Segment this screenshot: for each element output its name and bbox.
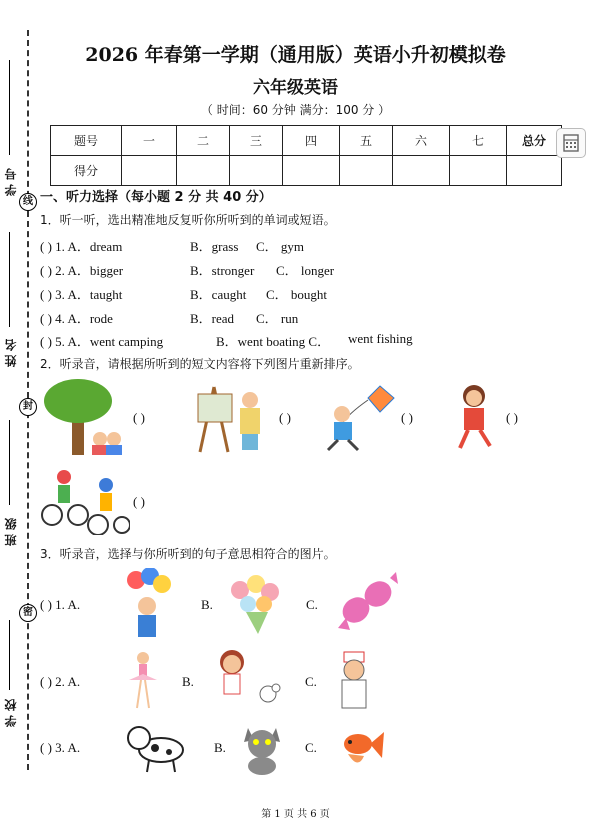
mi-seal: 密 <box>19 604 37 622</box>
nurse-picture <box>334 650 374 710</box>
score-table <box>50 125 562 186</box>
score-table-score-row <box>51 156 562 186</box>
q1-item-5-b: B．went boating C． <box>216 334 331 349</box>
q3-row-2-b: B. <box>182 674 194 689</box>
q3-row-2-a: ( ) 2. A. <box>40 674 81 689</box>
score-header-cell: 七 <box>450 126 507 156</box>
q1-item-1-a: ( ) 1. A．dream <box>40 239 123 254</box>
tree-reading-picture <box>40 377 128 457</box>
goldfish-picture <box>334 720 388 774</box>
q2-blank-2[interactable]: ( ) <box>279 410 291 425</box>
girl-with-pet-picture <box>204 646 286 712</box>
xuexiao-fill-line <box>9 620 10 690</box>
feng-seal: 封 <box>19 398 37 416</box>
q1-item-3-b: B．caught <box>190 287 247 302</box>
q1-item-3-a: ( ) 3. A．taught <box>40 287 123 302</box>
score-cell[interactable] <box>450 156 507 186</box>
page-footer: 第 1 页 共 6 页 <box>261 809 330 820</box>
score-header-cell: 五 <box>340 126 393 156</box>
score-cell[interactable] <box>122 156 177 186</box>
q2-blank-4[interactable]: ( ) <box>506 410 518 425</box>
q1-item-4-a: ( ) 4. A．rode <box>40 311 113 326</box>
q3-row-3-c: C. <box>305 740 317 755</box>
score-header-cell: 二 <box>177 126 230 156</box>
score-header-cell: 六 <box>393 126 450 156</box>
score-cell[interactable] <box>177 156 230 186</box>
q3-row-1-c: C. <box>306 597 318 612</box>
exam-info: （ 时间：60 分钟 满分：100 分 ） <box>200 103 391 117</box>
banji-label: 班 级 <box>4 517 18 547</box>
q1-item-2-c: C． longer <box>276 263 335 278</box>
q1-item-1-b: B．grass <box>190 239 239 254</box>
q1-item-1-c: C． gym <box>256 239 305 254</box>
q3-row-3-a: ( ) 3. A. <box>40 740 81 755</box>
q1-item-5-c: went fishing <box>348 331 413 346</box>
cycling-kids-picture <box>40 463 130 535</box>
q2-blank-3[interactable]: ( ) <box>401 410 413 425</box>
q3-prompt: 3．听录音，选择与你所听到的句子意思相符合的图片。 <box>40 547 336 561</box>
q3-row-1-a: ( ) 1. A. <box>40 597 81 612</box>
cat-picture <box>236 718 290 776</box>
xingming-fill-line <box>9 232 10 327</box>
q2-blank-1[interactable]: ( ) <box>133 410 145 425</box>
score-cell[interactable] <box>507 156 562 186</box>
q1-item-2-a: ( ) 2. A．bigger <box>40 263 124 278</box>
q1-item-4-c: C． run <box>256 311 299 326</box>
balloon-clown-picture <box>122 568 172 640</box>
score-header-cell: 三 <box>230 126 283 156</box>
score-header-cell: 四 <box>283 126 340 156</box>
banji-fill-line <box>9 420 10 505</box>
xian-seal: 线 <box>19 193 37 211</box>
kite-flying-picture <box>318 384 398 454</box>
candy-picture <box>334 570 400 636</box>
q1-prompt: 1．听一听，选出精准地反复听你所听到的单词或短语。 <box>40 213 336 227</box>
exam-title: 2026 年春第一学期（通用版）英语小升初模拟卷 <box>85 44 506 66</box>
q3-row-3-b: B. <box>214 740 226 755</box>
exam-subtitle: 六年级英语 <box>253 78 338 98</box>
q3-row-1-b: B. <box>201 597 213 612</box>
score-header-cell: 题号 <box>51 126 122 156</box>
xingming-label: 姓 名 <box>4 338 18 368</box>
q1-item-2-b: B．stronger <box>190 263 255 278</box>
flower-bouquet-picture <box>224 572 288 636</box>
score-row-label: 得分 <box>51 156 122 186</box>
xuehao-label: 学 号 <box>4 167 18 197</box>
calculator-icon[interactable] <box>556 128 586 158</box>
score-header-cell: 一 <box>122 126 177 156</box>
painting-easel-picture <box>190 382 270 454</box>
xuexiao-label: 学 校 <box>4 698 18 728</box>
section1-heading: 一、听力选择（每小题 2 分 共 40 分） <box>40 190 272 205</box>
q3-row-2-c: C. <box>305 674 317 689</box>
q1-item-5-a: ( ) 5. A．went camping <box>40 334 164 349</box>
dog-picture <box>125 720 191 776</box>
q1-item-3-c: C． bought <box>266 287 328 302</box>
score-table-header-row <box>51 126 562 156</box>
score-header-cell: 总分 <box>507 126 562 156</box>
score-cell[interactable] <box>393 156 450 186</box>
running-girl-picture <box>452 382 500 454</box>
q2-blank-5[interactable]: ( ) <box>133 494 145 509</box>
q2-prompt: 2．听录音，请根据所听到的短文内容将下列图片重新排序。 <box>40 357 360 371</box>
q1-item-4-b: B．read <box>190 311 235 326</box>
score-cell[interactable] <box>283 156 340 186</box>
score-cell[interactable] <box>230 156 283 186</box>
ballet-dancer-picture <box>125 650 161 712</box>
score-cell[interactable] <box>340 156 393 186</box>
